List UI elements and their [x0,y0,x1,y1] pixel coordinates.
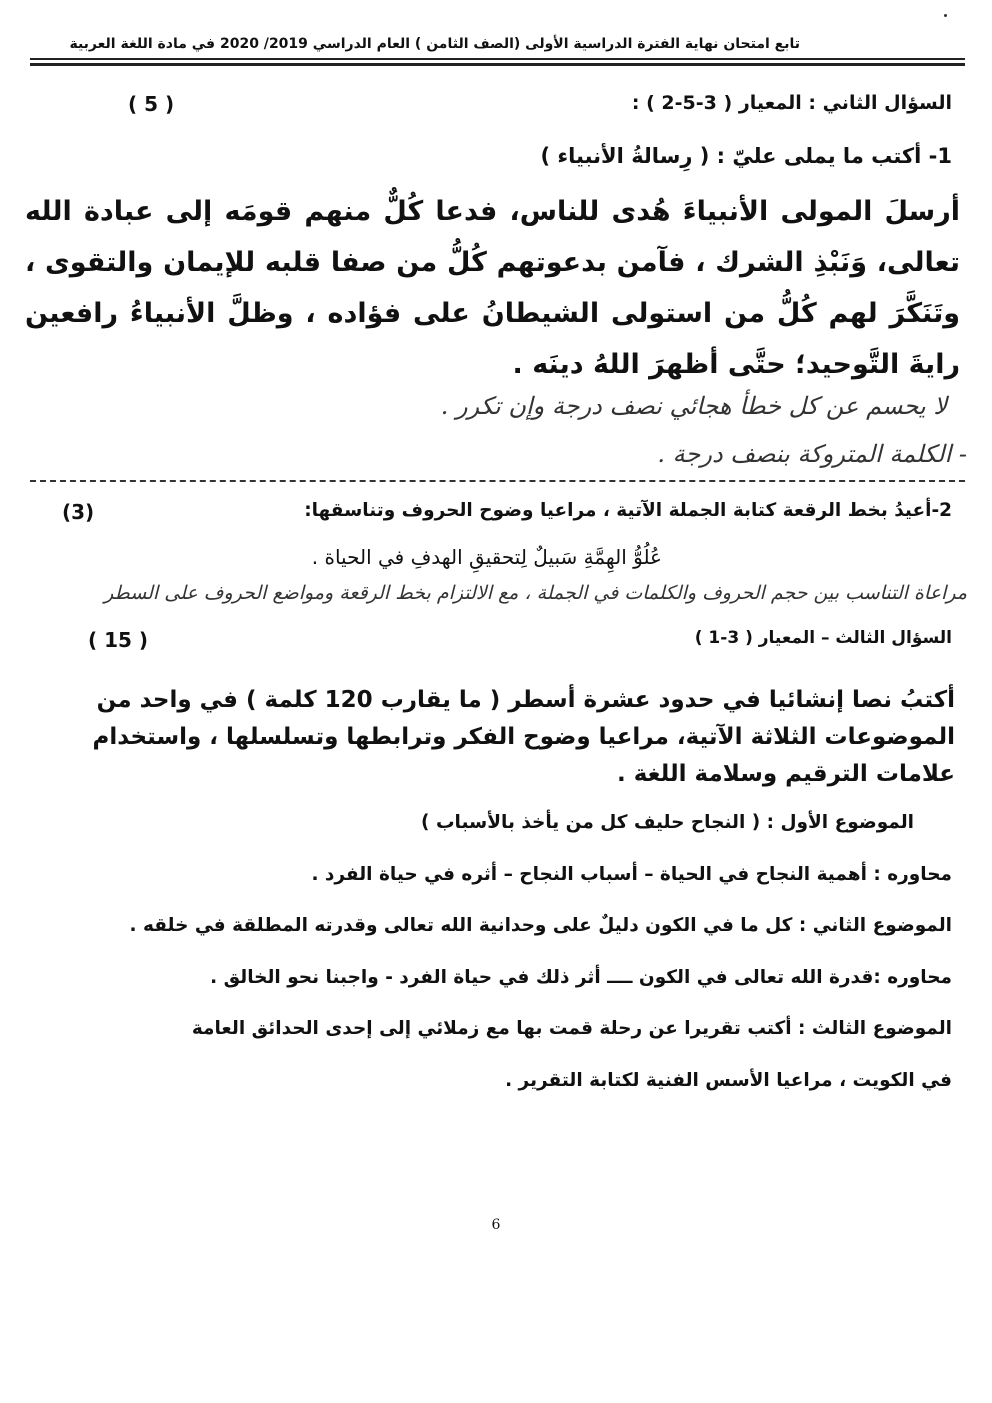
ruqaa-sentence: عُلُوُّ الهِمَّةِ سَبيلٌ لِتحقيقِ الهدفِ في الحياة . [311,545,662,569]
question3-title: السؤال الثالث – المعيار ( 3-1 ) [694,628,952,648]
grading-note-2: - الكلمة المتروكة بنصف درجة . [657,440,967,468]
corner-mark [944,14,947,17]
question2-title: السؤال الثاني : المعيار ( 3-5-2 ) : [631,92,952,114]
topic2-title: الموضوع الثاني : كل ما في الكون دليلٌ على وحدانية الله تعالى وقدرته المطلقة في خلقه . [129,915,952,936]
part2-score: (3) [62,500,95,524]
header-rule-bottom [30,63,965,66]
section-divider [30,480,965,482]
topic1-axes: محاوره : أهمية النجاح في الحياة – أسباب النجاح – أثره في حياة الفرد . [311,864,952,885]
topic2-axes: محاوره :قدرة الله تعالى في الكون ــــ أثر ذلك في حياة الفرد - واجبنا نحو الخالق . [210,967,952,988]
part1-instruction: 1- أكتب ما يملى عليّ : ( رِسالةُ الأنبياء ) [540,144,952,168]
essay-instructions: أكتبُ نصا إنشائيا في حدود عشرة أسطر ( ما يقارب 120 كلمة ) في واحد من الموضوعات الثلاثة الآتية، مراعيا وضوح الفكر وترابطها وتسلسلها ، واستخدام علامات الترقيم وسلامة اللغة . [92,687,955,787]
question2-score: ( 5 ) [128,92,175,116]
header-rule-top [30,58,965,60]
grading-note-1: لا يحسم عن كل خطأ هجائي نصف درجة وإن تكرر . [440,392,947,420]
page-header: تابع امتحان نهاية الفترة الدراسية الأولى (الصف الثامن ) العام الدراسي 2019/ 2020 في مادة اللغة العربية [69,36,800,52]
question3-score: ( 15 ) [88,628,149,652]
topic3-line2: في الكويت ، مراعيا الأسس الفنية لكتابة التقرير . [505,1070,952,1091]
part2-instruction: 2-أعيدُ بخط الرقعة كتابة الجملة الآتية ، مراعيا وضوح الحروف وتناسقها: [304,500,952,521]
topic1-title: الموضوع الأول : ( النجاح حليف كل من يأخذ بالأسباب ) [421,812,914,833]
ruqaa-grading-note: مراعاة التناسب بين حجم الحروف والكلمات في الجملة ، مع الالتزام بخط الرقعة ومواضع الحروف على السطر [104,582,967,604]
dictation-paragraph: أرسلَ المولى الأنبياءَ هُدى للناس، فدعا كُلٌّ منهم قومَه إلى عبادة الله تعالى، وَنَبْذِ الشرك ، فآمن بدعوتهم كُلُّ من صفا قلبه للإيمان والتقوى ، وتَنَكَّرَ لهم كُلُّ من استولى الشيطانُ على فؤاده ، وظلَّ الأنبياءُ رافعين رايةَ التَّوحيد؛ حتَّى أظهرَ اللهُ دينَه . [25,196,960,380]
topic3-line1: الموضوع الثالث : أكتب تقريرا عن رحلة قمت بها مع زملائي إلى إحدى الحدائق العامة [191,1018,952,1039]
page-number: 6 [491,1217,501,1233]
